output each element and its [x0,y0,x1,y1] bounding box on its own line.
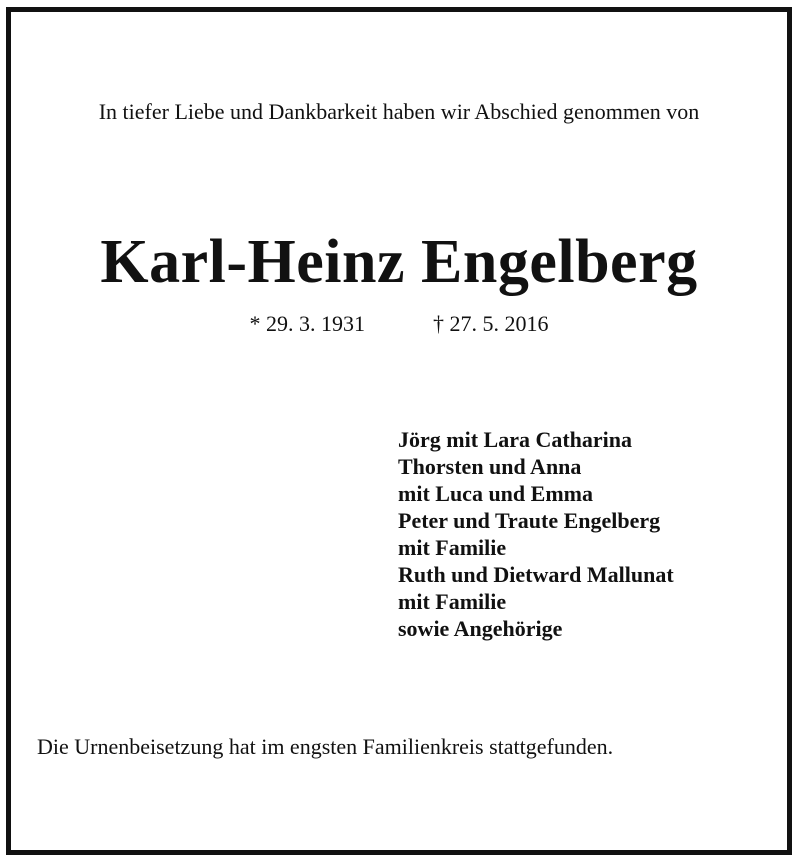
deceased-name: Karl-Heinz Engelberg [100,228,698,296]
mourner-line: mit Familie [398,589,507,614]
closing-text: Die Urnenbeisetzung hat im engsten Familienkreis stattgefunden. [37,734,614,759]
mourner-line: mit Familie [398,535,507,560]
life-dates [11,310,787,338]
mourner-line: Ruth und Dietward Mallunat [398,562,674,587]
death-date: † 27. 5. 2016 [433,311,549,336]
mourners-list [398,426,674,642]
birth-date: * 29. 3. 1931 [249,311,365,336]
mourner-line: Thorsten und Anna [398,454,582,479]
mourner-line: Jörg mit Lara Catharina [398,427,633,452]
obituary-notice [6,7,792,855]
mourner-line: Peter und Traute Engelberg [398,508,661,533]
mourner-line: mit Luca und Emma [398,481,593,506]
mourner-line: sowie Angehörige [398,616,563,641]
intro-text: In tiefer Liebe und Dankbarkeit haben wir Abschied genommen von [98,99,700,124]
